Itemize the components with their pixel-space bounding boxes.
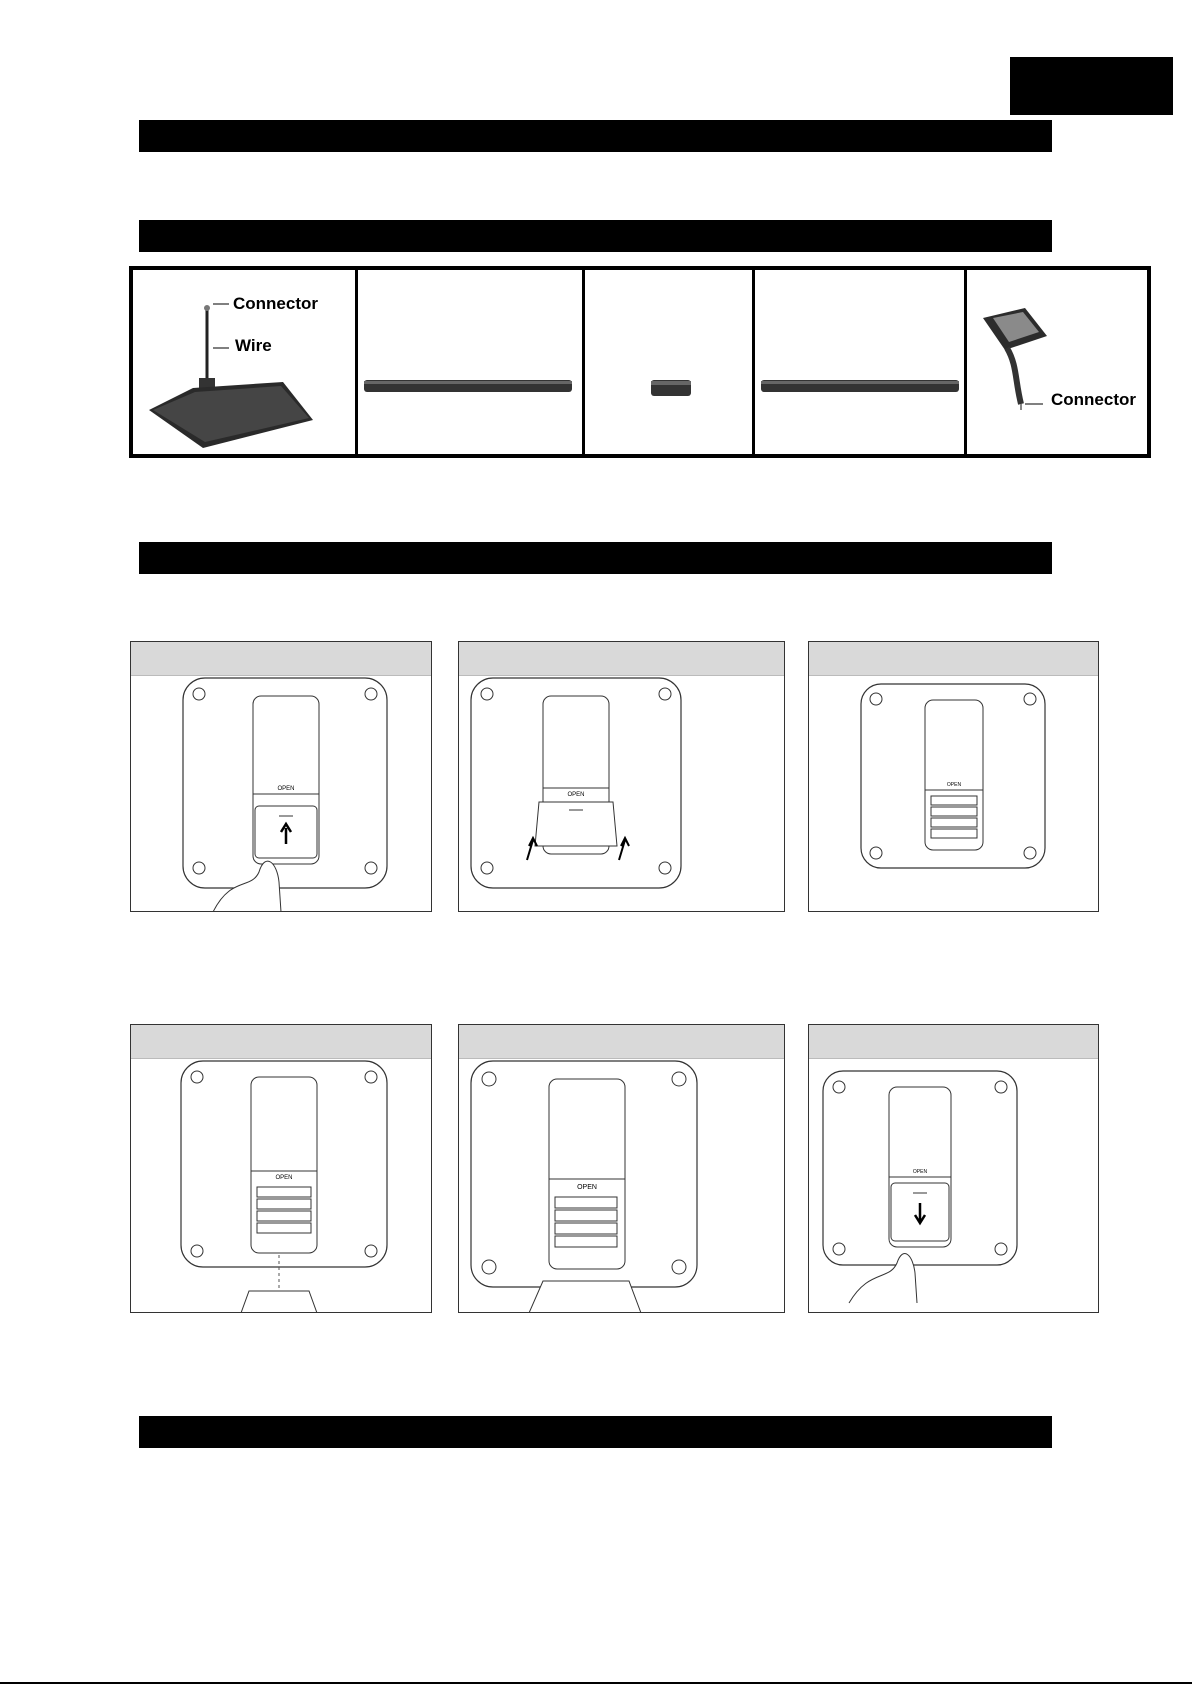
solar-sensor-icon	[967, 270, 1147, 454]
step-header	[459, 642, 784, 676]
base-connector-label: Connector	[233, 294, 318, 313]
battery-door-label: OPEN	[577, 1184, 597, 1191]
hand-icon	[849, 1254, 917, 1303]
step-panel-5	[458, 1024, 785, 1313]
arrow-down-icon	[915, 1203, 925, 1223]
battery-door-label: OPEN	[912, 1169, 928, 1175]
battery-icon	[555, 1197, 617, 1247]
battery-icon	[257, 1187, 311, 1233]
battery-door-label: OPEN	[275, 1175, 293, 1181]
step-header	[459, 1025, 784, 1059]
parts-table	[129, 266, 1151, 458]
step-panel-2	[458, 641, 785, 912]
battery-door-label: OPEN	[567, 792, 585, 798]
page-bottom-rule	[0, 1682, 1192, 1684]
parts-cell-sensor	[967, 270, 1147, 454]
step-panel-4	[130, 1024, 432, 1313]
parts-cell-pole-1	[358, 270, 585, 454]
section-bar-1	[139, 120, 1052, 152]
battery-icon	[931, 796, 977, 838]
wire-label: Wire	[235, 336, 272, 355]
step-panel-3	[808, 641, 1099, 912]
parts-cell-base	[133, 270, 358, 454]
parts-cell-pole-2	[755, 270, 967, 454]
section-bar-3	[139, 542, 1052, 574]
pole-icon	[755, 270, 964, 454]
step-panel-6	[808, 1024, 1099, 1313]
pole-icon	[358, 270, 582, 454]
section-bar-2	[139, 220, 1052, 252]
arrow-up-icon	[527, 838, 537, 860]
step-header	[131, 1025, 431, 1059]
battery-door-label: OPEN	[946, 782, 962, 788]
hand-icon	[213, 861, 281, 912]
sensor-connector-label: Connector	[1051, 390, 1136, 409]
step-header	[809, 642, 1098, 676]
step-header	[131, 642, 431, 676]
pole-joint-icon	[585, 270, 752, 454]
arrow-up-icon	[619, 838, 629, 860]
battery-door-label: OPEN	[277, 786, 295, 792]
step-header	[809, 1025, 1098, 1059]
arrow-up-icon	[281, 824, 291, 844]
language-tab	[1010, 57, 1173, 115]
section-bar-4	[139, 1416, 1052, 1448]
parts-cell-joint	[585, 270, 755, 454]
step-panel-1	[130, 641, 432, 912]
